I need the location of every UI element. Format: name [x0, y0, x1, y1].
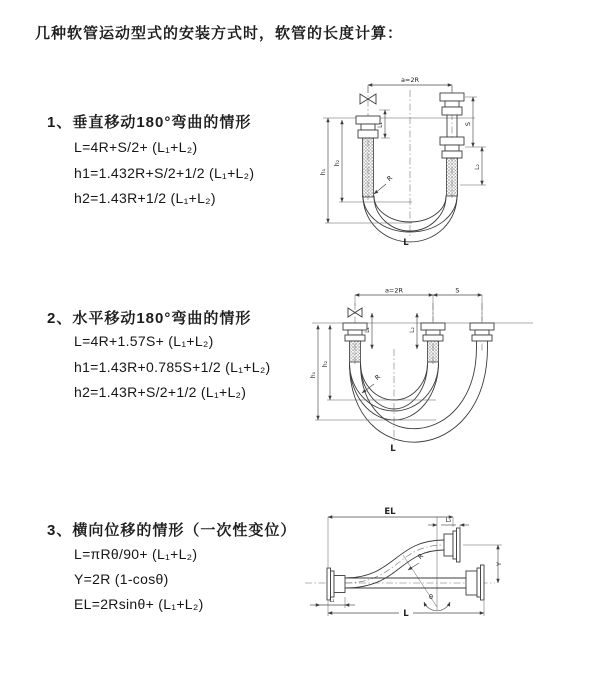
section-2-heading: 2、水平移动180°弯曲的情形 — [47, 310, 252, 327]
hose-arcs — [350, 347, 488, 442]
section-3-formula-y: Y=2R (1-cosθ) — [74, 571, 169, 587]
dim-label-theta: θ — [429, 593, 433, 601]
dim-label-y: Y — [495, 562, 503, 566]
dim-label-l1: L₁ — [377, 122, 384, 128]
diagram-vertical-bend — [305, 68, 595, 258]
dimension-lines — [310, 517, 502, 616]
dim-label-h2: h₂ — [322, 360, 329, 368]
section-2-formula-length: L=4R+1.57S+ (L₁+L₂) — [74, 333, 214, 349]
pipe-end-upper-shifted — [444, 528, 460, 562]
dim-label-l: L — [390, 444, 396, 454]
dim-label-el: EL — [384, 507, 396, 517]
dim-label-s: S — [455, 286, 460, 295]
page-title: 几种软管运动型式的安装方式时，软管的长度计算： — [35, 25, 404, 42]
section-2-formula-h2: h2=1.43R+S/2+1/2 (L₁+L₂) — [74, 384, 247, 400]
dim-label-r: R — [373, 372, 383, 382]
dim-label-a2r: a=2R — [384, 286, 404, 295]
pipe-end-right — [440, 93, 464, 196]
dimension-lines — [315, 295, 482, 420]
section-1-formula-h1: h1=1.432R+S/2+1/2 (L₁+L₂) — [74, 165, 255, 181]
dim-label-s: S — [464, 121, 472, 127]
dim-label-h2: h₂ — [334, 159, 341, 167]
dim-label-l2: L₂ — [474, 164, 481, 170]
pipe-end-left — [327, 568, 345, 600]
section-3-formula-length: L=πRθ/90+ (L₁+L₂) — [74, 546, 198, 562]
section-1-formula-h2: h2=1.43R+1/2 (L₁+L₂) — [74, 190, 216, 206]
dim-label-h1: h₁ — [320, 168, 327, 176]
dim-label-r: R — [416, 551, 426, 561]
dim-label-l1: L₁ — [364, 327, 371, 333]
diagram-lateral-displacement — [300, 500, 600, 625]
dim-label-r: R — [385, 173, 395, 183]
dim-label-a2r: a=2R — [400, 76, 420, 84]
section-3-heading: 3、横向位移的情形（一次性变位） — [47, 522, 297, 539]
dim-label-l1: L₁ — [329, 598, 335, 604]
dim-label-h1: h₁ — [310, 371, 317, 379]
dim-label-l: L — [403, 238, 409, 248]
diagram-horizontal-bend — [305, 283, 600, 458]
section-2-formula-h1: h1=1.43R+0.785S+1/2 (L₁+L₂) — [74, 359, 271, 375]
section-3-formula-el: EL=2Rsinθ+ (L₁+L₂) — [74, 596, 204, 612]
pipe-end-middle — [421, 323, 445, 362]
pipe-end-right-original — [466, 565, 484, 600]
pipe-end-right-shifted — [470, 323, 494, 347]
dim-label-l2: L₂ — [409, 327, 416, 333]
section-1-formula-length: L=4R+S/2+ (L₁+L₂) — [74, 139, 198, 155]
dim-label-l2: L₂ — [445, 517, 452, 524]
section-1-heading: 1、垂直移动180°弯曲的情形 — [47, 114, 252, 131]
dim-label-l: L — [403, 609, 409, 619]
